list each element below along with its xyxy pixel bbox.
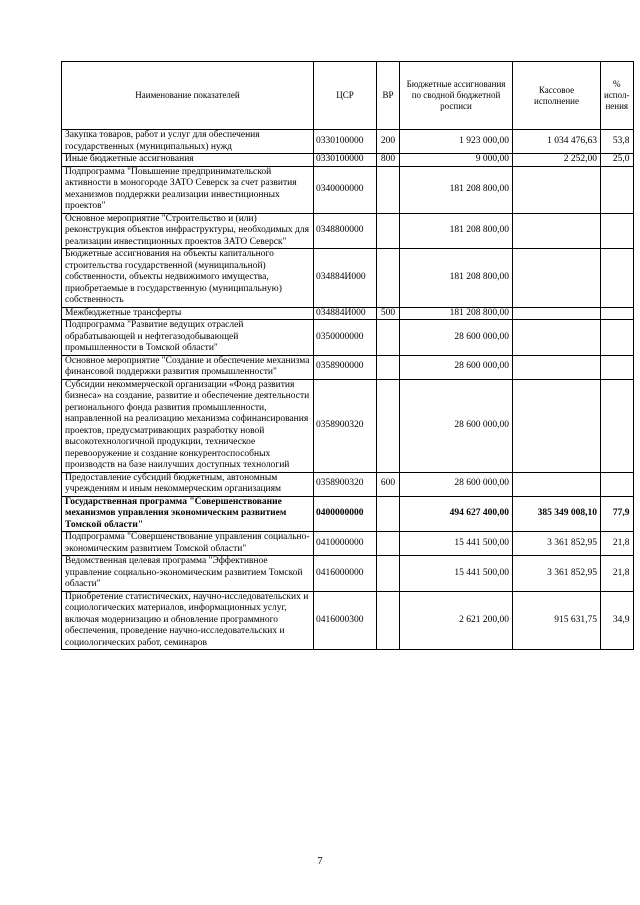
table-row xyxy=(62,379,634,472)
cell-pct xyxy=(601,320,634,356)
cell-pct: 21,8 xyxy=(601,532,634,556)
cell-vr xyxy=(377,556,400,592)
cell-cash xyxy=(513,379,601,472)
cell-name: Государственная программа "Совершенствование механизмов управления экономическим развитием Томской области" xyxy=(62,496,314,532)
table-row xyxy=(62,591,634,650)
cell-csr: 0358900320 xyxy=(314,472,377,496)
cell-name: Подпрограмма "Развитие ведущих отраслей обрабатывающей и нефтегазодобывающей промышленности в Томской области" xyxy=(62,320,314,356)
table-row xyxy=(62,213,634,249)
cell-cash xyxy=(513,249,601,308)
cell-name: Основное мероприятие "Строительство и (или) реконструкция объектов инфраструктуры, необходимых для реализации инвестиционных проектов ЗАТО Северск" xyxy=(62,213,314,249)
cell-cash: 1 034 476,63 xyxy=(513,130,601,154)
cell-cash xyxy=(513,355,601,379)
cell-csr: 0348800000 xyxy=(314,213,377,249)
cell-vr: 800 xyxy=(377,154,400,167)
cell-cash: 2 252,00 xyxy=(513,154,601,167)
cell-pct: 34,9 xyxy=(601,591,634,650)
cell-budget: 181 208 800,00 xyxy=(400,307,513,320)
table-row xyxy=(62,307,634,320)
cell-csr: 0410000000 xyxy=(314,532,377,556)
cell-vr: 200 xyxy=(377,130,400,154)
cell-name: Субсидии некоммерческой организации «Фонд развития бизнеса» на создание, развитие и обеспечение деятельности регионального фонда развития промышленности, направленной на реализацию механизма софинансирования проектов, предусматривающих разработку новой высокотехнологичной продукции, техническое перевооружение и создание конкурентоспособных производств на базе наилучших доступных технологий xyxy=(62,379,314,472)
header-budget: Бюджетные ассигнования по сводной бюджетной росписи xyxy=(400,62,513,130)
cell-pct xyxy=(601,472,634,496)
cell-pct: 21,8 xyxy=(601,556,634,592)
cell-pct: 53,8 xyxy=(601,130,634,154)
cell-csr: 034884И000 xyxy=(314,249,377,308)
header-pct: % испол-нения xyxy=(601,62,634,130)
table-row xyxy=(62,130,634,154)
cell-name: Закупка товаров, работ и услуг для обеспечения государственных (муниципальных) нужд xyxy=(62,130,314,154)
cell-budget: 15 441 500,00 xyxy=(400,556,513,592)
header-vr: ВР xyxy=(377,62,400,130)
cell-name: Основное мероприятие "Создание и обеспечение механизма финансовой поддержки развития промышленности" xyxy=(62,355,314,379)
cell-budget: 181 208 800,00 xyxy=(400,213,513,249)
header-name: Наименование показателей xyxy=(62,62,314,130)
cell-cash xyxy=(513,213,601,249)
cell-csr: 0416000000 xyxy=(314,556,377,592)
cell-cash xyxy=(513,320,601,356)
budget-execution-table xyxy=(61,61,634,650)
cell-name: Подпрограмма "Повышение предпринимательской активности в моногороде ЗАТО Северск за счет развития механизмов поддержки реализации инвестиционных проектов" xyxy=(62,166,314,213)
cell-cash xyxy=(513,472,601,496)
cell-pct xyxy=(601,307,634,320)
cell-budget: 28 600 000,00 xyxy=(400,472,513,496)
cell-pct xyxy=(601,355,634,379)
table-header-row xyxy=(62,62,634,130)
cell-vr xyxy=(377,213,400,249)
cell-vr xyxy=(377,320,400,356)
header-csr: ЦСР xyxy=(314,62,377,130)
cell-vr: 500 xyxy=(377,307,400,320)
cell-csr: 0330100000 xyxy=(314,154,377,167)
table-row xyxy=(62,355,634,379)
table-row xyxy=(62,154,634,167)
table-row xyxy=(62,472,634,496)
cell-pct xyxy=(601,249,634,308)
table-row xyxy=(62,166,634,213)
cell-vr xyxy=(377,379,400,472)
cell-pct xyxy=(601,379,634,472)
cell-budget: 2 621 200,00 xyxy=(400,591,513,650)
cell-csr: 0400000000 xyxy=(314,496,377,532)
cell-vr xyxy=(377,496,400,532)
table-row xyxy=(62,532,634,556)
cell-budget: 28 600 000,00 xyxy=(400,320,513,356)
header-cash: Кассовое исполнение xyxy=(513,62,601,130)
cell-budget: 28 600 000,00 xyxy=(400,355,513,379)
table-row xyxy=(62,320,634,356)
cell-name: Межбюджетные трансферты xyxy=(62,307,314,320)
cell-budget: 15 441 500,00 xyxy=(400,532,513,556)
cell-cash xyxy=(513,307,601,320)
cell-pct: 25,0 xyxy=(601,154,634,167)
cell-csr: 0416000300 xyxy=(314,591,377,650)
table-row xyxy=(62,496,634,532)
cell-csr: 0340000000 xyxy=(314,166,377,213)
cell-vr xyxy=(377,166,400,213)
cell-name: Ведомственная целевая программа "Эффективное управление социально-экономическим развитием Томской области" xyxy=(62,556,314,592)
cell-csr: 034884И000 xyxy=(314,307,377,320)
cell-pct xyxy=(601,213,634,249)
cell-budget: 9 000,00 xyxy=(400,154,513,167)
cell-name: Подпрограмма "Совершенствование управления социально-экономическим развитием Томской области" xyxy=(62,532,314,556)
cell-name: Бюджетные ассигнования на объекты капитального строительства государственной (муниципальной) собственности, объекты недвижимого имущества, приобретаемые в государственную (муниципальную) собственность xyxy=(62,249,314,308)
cell-budget: 494 627 400,00 xyxy=(400,496,513,532)
cell-name: Иные бюджетные ассигнования xyxy=(62,154,314,167)
table-row xyxy=(62,249,634,308)
cell-pct: 77,9 xyxy=(601,496,634,532)
cell-csr: 0358900320 xyxy=(314,379,377,472)
cell-name: Предоставление субсидий бюджетным, автономным учреждениям и иным некоммерческим организациям xyxy=(62,472,314,496)
cell-budget: 28 600 000,00 xyxy=(400,379,513,472)
cell-cash xyxy=(513,166,601,213)
cell-cash: 3 361 852,95 xyxy=(513,532,601,556)
cell-name: Приобретение статистических, научно-исследовательских и социологических материалов, информационных услуг, включая модернизацию и обновление программного обеспечения, проведение научно-исследовательских и социологических работ, семинаров xyxy=(62,591,314,650)
cell-csr: 0358900000 xyxy=(314,355,377,379)
cell-vr xyxy=(377,532,400,556)
cell-budget: 1 923 000,00 xyxy=(400,130,513,154)
page-number: 7 xyxy=(317,855,323,867)
cell-budget: 181 208 800,00 xyxy=(400,249,513,308)
cell-csr: 0350000000 xyxy=(314,320,377,356)
cell-cash: 3 361 852,95 xyxy=(513,556,601,592)
table-body xyxy=(62,130,634,650)
cell-vr xyxy=(377,355,400,379)
cell-vr xyxy=(377,591,400,650)
cell-cash: 915 631,75 xyxy=(513,591,601,650)
table-row xyxy=(62,556,634,592)
cell-cash: 385 349 008,10 xyxy=(513,496,601,532)
cell-vr xyxy=(377,249,400,308)
cell-budget: 181 208 800,00 xyxy=(400,166,513,213)
cell-vr: 600 xyxy=(377,472,400,496)
cell-csr: 0330100000 xyxy=(314,130,377,154)
cell-pct xyxy=(601,166,634,213)
